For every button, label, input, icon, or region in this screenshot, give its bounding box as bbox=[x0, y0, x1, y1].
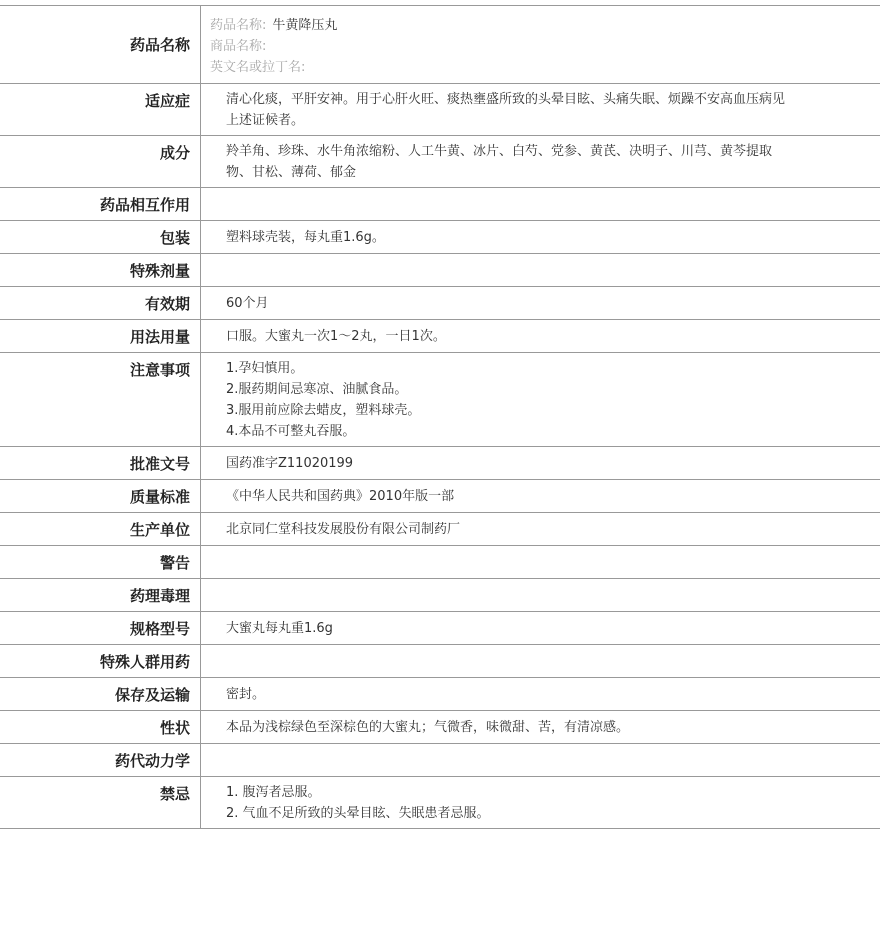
row-shelf-life bbox=[0, 287, 880, 320]
row-value-storage: 密封。 bbox=[226, 686, 266, 702]
row-label-indications: 适应症 bbox=[0, 84, 201, 136]
row-special-populations bbox=[0, 645, 880, 678]
row-label-manufacturer: 生产单位 bbox=[0, 513, 201, 546]
row-value-warning bbox=[201, 546, 880, 579]
row-value-quality-standard: 《中华人民共和国药典》2010年版一部 bbox=[226, 488, 455, 504]
row-value-indications bbox=[201, 84, 880, 136]
indications-text: 清心化痰，平肝安神。用于心肝火旺、痰热壅盛所致的头晕目眩、头痛失眠、烦躁不安高血压病见上述证候者。 bbox=[226, 92, 786, 128]
drug-info-table bbox=[0, 5, 880, 829]
row-value-shelf-life: 60个月 bbox=[226, 295, 269, 311]
english-name-line bbox=[210, 57, 880, 78]
row-usage bbox=[0, 320, 880, 353]
row-label-pharmacokinetics: 药代动力学 bbox=[0, 744, 201, 777]
row-contraindications bbox=[0, 777, 880, 829]
row-label-warning: 警告 bbox=[0, 546, 201, 579]
row-label-contraindications: 禁忌 bbox=[0, 777, 201, 829]
row-manufacturer bbox=[0, 513, 880, 546]
row-value-pharmacology bbox=[201, 579, 880, 612]
row-value-packaging: 塑料球壳装，每丸重1.6g。 bbox=[226, 229, 385, 245]
row-value-precautions bbox=[201, 353, 880, 447]
row-specification bbox=[0, 612, 880, 645]
row-label-specification: 规格型号 bbox=[0, 612, 201, 645]
row-value-special-populations bbox=[201, 645, 880, 678]
row-label-special-populations: 特殊人群用药 bbox=[0, 645, 201, 678]
contraindication-item: 1. 腹泻者忌服。 bbox=[226, 785, 321, 800]
row-label-special-dosage: 特殊剂量 bbox=[0, 254, 201, 287]
row-product-names bbox=[0, 6, 880, 84]
row-label-product-names: 药品名称 bbox=[0, 6, 201, 84]
row-value-specification: 大蜜丸每丸重1.6g bbox=[226, 620, 333, 636]
row-label-ingredients: 成分 bbox=[0, 136, 201, 188]
row-label-storage: 保存及运输 bbox=[0, 678, 201, 711]
generic-name-value: 牛黄降压丸 bbox=[272, 18, 338, 33]
precaution-item: 3.服用前应除去蜡皮，塑料球壳。 bbox=[226, 403, 421, 418]
precaution-item: 2.服药期间忌寒凉、油腻食品。 bbox=[226, 382, 408, 397]
row-value-manufacturer: 北京同仁堂科技发展股份有限公司制药厂 bbox=[226, 521, 461, 537]
row-label-packaging: 包装 bbox=[0, 221, 201, 254]
row-ingredients bbox=[0, 136, 880, 188]
row-label-pharmacology: 药理毒理 bbox=[0, 579, 201, 612]
row-label-approval-number: 批准文号 bbox=[0, 447, 201, 480]
row-value-product-names bbox=[201, 6, 880, 84]
row-value-ingredients bbox=[201, 136, 880, 188]
row-value-approval-number: 国药准字Z11020199 bbox=[226, 455, 354, 471]
row-label-quality-standard: 质量标准 bbox=[0, 480, 201, 513]
row-value-contraindications bbox=[201, 777, 880, 829]
row-special-dosage bbox=[0, 254, 880, 287]
row-description bbox=[0, 711, 880, 744]
row-label-description: 性状 bbox=[0, 711, 201, 744]
row-quality-standard bbox=[0, 480, 880, 513]
english-name-key: 英文名或拉丁名: bbox=[210, 60, 306, 75]
row-pharmacokinetics bbox=[0, 744, 880, 777]
row-label-precautions: 注意事项 bbox=[0, 353, 201, 447]
row-label-usage: 用法用量 bbox=[0, 320, 201, 353]
contraindication-item: 2. 气血不足所致的头晕目眩、失眠患者忌服。 bbox=[226, 806, 490, 821]
row-indications bbox=[0, 84, 880, 136]
row-value-usage: 口服。大蜜丸一次1～2丸，一日1次。 bbox=[226, 328, 446, 344]
row-warning bbox=[0, 546, 880, 579]
row-storage bbox=[0, 678, 880, 711]
row-label-shelf-life: 有效期 bbox=[0, 287, 201, 320]
row-precautions bbox=[0, 353, 880, 447]
row-value-special-dosage bbox=[201, 254, 880, 287]
generic-name-line bbox=[210, 15, 880, 36]
row-value-description: 本品为浅棕绿色至深棕色的大蜜丸；气微香，味微甜、苦，有清凉感。 bbox=[226, 719, 630, 735]
row-label-interactions: 药品相互作用 bbox=[0, 188, 201, 221]
row-value-pharmacokinetics bbox=[201, 744, 880, 777]
generic-name-key: 药品名称: bbox=[210, 18, 267, 33]
precaution-item: 4.本品不可整丸吞服。 bbox=[226, 424, 356, 439]
trade-name-key: 商品名称: bbox=[210, 39, 267, 54]
precaution-item: 1.孕妇慎用。 bbox=[226, 361, 304, 376]
row-approval-number bbox=[0, 447, 880, 480]
row-interactions bbox=[0, 188, 880, 221]
trade-name-line bbox=[210, 36, 880, 57]
row-packaging bbox=[0, 221, 880, 254]
row-pharmacology bbox=[0, 579, 880, 612]
ingredients-text: 羚羊角、珍珠、水牛角浓缩粉、人工牛黄、冰片、白芍、党参、黄芪、决明子、川芎、黄芩提取物、甘松、薄荷、郁金 bbox=[226, 144, 773, 180]
row-value-interactions bbox=[201, 188, 880, 221]
